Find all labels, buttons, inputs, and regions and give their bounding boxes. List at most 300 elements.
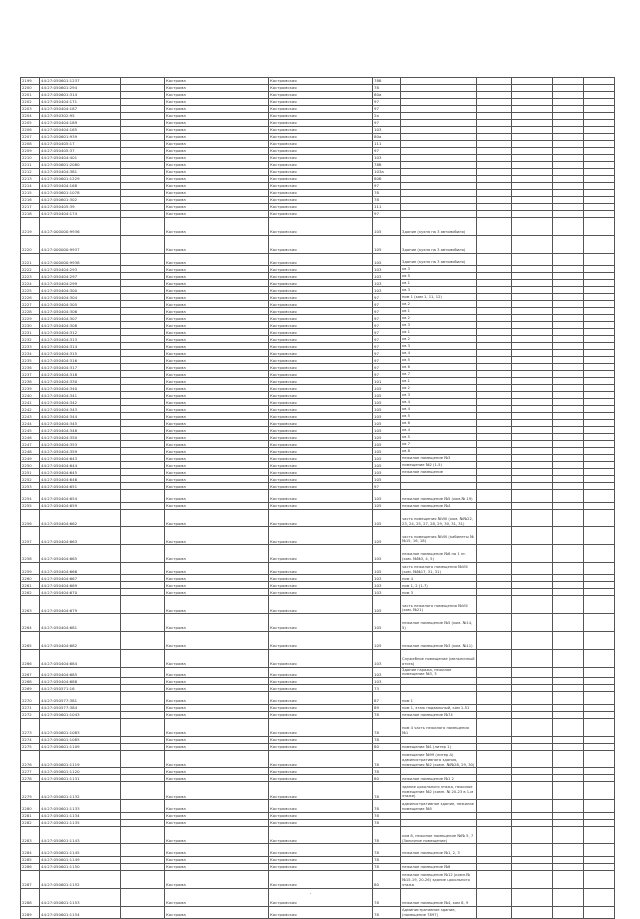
empty-cell	[512, 280, 553, 287]
city-cell: Кострома	[165, 287, 269, 294]
table-row	[21, 812, 615, 819]
city-cell: Кострома	[165, 856, 269, 863]
empty-cell	[584, 434, 615, 441]
empty-cell	[121, 736, 165, 743]
city-cell: Кострома	[165, 378, 269, 385]
row-number-cell: 2263	[21, 596, 40, 614]
empty-cell	[584, 169, 615, 176]
table-row	[21, 575, 615, 582]
row-number-cell: 2209	[21, 148, 40, 155]
city-cell: Кострома	[165, 329, 269, 336]
empty-cell	[512, 476, 553, 483]
empty-cell	[121, 155, 165, 162]
empty-cell	[584, 127, 615, 134]
cadastral-number-cell: 44:27:000000:9938	[40, 253, 121, 266]
cadastral-number-cell: 44:27:050404:304	[40, 294, 121, 301]
empty-cell	[584, 685, 615, 692]
house-number-cell: 78	[373, 711, 401, 718]
empty-cell	[553, 176, 584, 183]
empty-cell	[584, 155, 615, 162]
empty-cell	[121, 455, 165, 462]
empty-cell	[477, 718, 512, 736]
table-row	[21, 826, 615, 844]
empty-cell	[512, 678, 553, 685]
table-row	[21, 462, 615, 469]
empty-cell	[584, 266, 615, 273]
table-row	[21, 750, 615, 768]
empty-cell	[584, 483, 615, 490]
region-cell: Костромская	[269, 589, 373, 596]
row-number-cell: 2264	[21, 614, 40, 632]
empty-cell	[512, 711, 553, 718]
table-row	[21, 273, 615, 280]
empty-cell	[584, 183, 615, 190]
premises-description-cell	[401, 162, 477, 169]
row-number-cell: 2280	[21, 800, 40, 813]
row-number-cell: 2254	[21, 490, 40, 503]
empty-cell	[121, 218, 165, 236]
empty-cell	[477, 190, 512, 197]
house-number-cell: 105	[373, 235, 401, 253]
empty-cell	[553, 906, 584, 919]
cadastral-number-cell: 44:27:050404:669	[40, 582, 121, 589]
city-cell: Кострома	[165, 218, 269, 236]
cadastral-number-cell: 44:27:050404:299	[40, 280, 121, 287]
region-cell: Костромская	[269, 667, 373, 678]
cadastral-number-cell: 44:27:050404:662	[40, 509, 121, 527]
empty-cell	[477, 667, 512, 678]
empty-cell	[553, 800, 584, 813]
premises-description-cell: нежилое помещение №5 (ком. №14, 5)	[401, 614, 477, 632]
premises-description-cell: Служебное помещение (мельничный отсек)	[401, 649, 477, 667]
city-cell: Кострома	[165, 280, 269, 287]
empty-cell	[553, 343, 584, 350]
city-cell: Кострома	[165, 826, 269, 844]
table-row	[21, 155, 615, 162]
empty-cell	[584, 582, 615, 589]
empty-cell	[121, 469, 165, 476]
empty-cell	[477, 211, 512, 218]
region-cell: Костромская	[269, 99, 373, 106]
region-cell: Костромская	[269, 509, 373, 527]
region-cell: Костромская	[269, 392, 373, 399]
city-cell: Кострома	[165, 85, 269, 92]
empty-cell	[584, 308, 615, 315]
empty-cell	[553, 844, 584, 857]
empty-cell	[121, 176, 165, 183]
cadastral-number-cell: 44:27:050404:670	[40, 589, 121, 596]
row-number-cell: 2226	[21, 294, 40, 301]
house-number-cell: 103а	[373, 169, 401, 176]
empty-cell	[477, 575, 512, 582]
table-row	[21, 441, 615, 448]
region-cell: Костромская	[269, 800, 373, 813]
empty-cell	[584, 218, 615, 236]
table-row	[21, 253, 615, 266]
city-cell: Кострома	[165, 235, 269, 253]
region-cell: Костромская	[269, 127, 373, 134]
premises-description-cell: кв 3	[401, 343, 477, 350]
empty-cell	[512, 420, 553, 427]
cadastral-number-cell: 44:27:000000:9936	[40, 218, 121, 236]
row-number-cell: 2201	[21, 92, 40, 99]
table-row	[21, 434, 615, 441]
city-cell: Кострома	[165, 92, 269, 99]
row-number-cell: 2258	[21, 545, 40, 563]
cadastral-number-cell: 44:27:050404:353	[40, 441, 121, 448]
empty-cell	[121, 490, 165, 503]
table-row	[21, 294, 615, 301]
empty-cell	[512, 253, 553, 266]
house-number-cell: 105	[373, 441, 401, 448]
empty-cell	[477, 127, 512, 134]
premises-description-cell: кв 1	[401, 329, 477, 336]
empty-cell	[477, 906, 512, 919]
table-row	[21, 888, 615, 906]
empty-cell	[512, 775, 553, 782]
region-cell: Костромская	[269, 329, 373, 336]
empty-cell	[512, 750, 553, 768]
premises-description-cell: кв 2	[401, 301, 477, 308]
empty-cell	[584, 294, 615, 301]
house-number-cell: 80а	[373, 134, 401, 141]
empty-cell	[512, 99, 553, 106]
table-row	[21, 235, 615, 253]
empty-cell	[584, 420, 615, 427]
empty-cell	[553, 399, 584, 406]
empty-cell	[512, 483, 553, 490]
cadastral-number-cell: 44:27:050601:1229	[40, 176, 121, 183]
city-cell: Кострома	[165, 545, 269, 563]
cadastral-number-cell: 44:27:000000:9937	[40, 235, 121, 253]
cadastral-number-cell: 44:27:050405:39	[40, 204, 121, 211]
empty-cell	[477, 287, 512, 294]
table-row	[21, 469, 615, 476]
empty-cell	[512, 718, 553, 736]
row-number-cell: 2213	[21, 176, 40, 183]
empty-cell	[477, 162, 512, 169]
empty-cell	[512, 870, 553, 888]
table-row	[21, 266, 615, 273]
empty-cell	[553, 667, 584, 678]
region-cell: Костромская	[269, 343, 373, 350]
cadastral-number-cell: 44:27:050404:644	[40, 462, 121, 469]
empty-cell	[584, 509, 615, 527]
row-number-cell: 2241	[21, 399, 40, 406]
house-number-cell: 97	[373, 371, 401, 378]
empty-cell	[512, 545, 553, 563]
house-number-cell: 105	[373, 399, 401, 406]
empty-cell	[477, 483, 512, 490]
region-cell: Костромская	[269, 190, 373, 197]
premises-description-cell: кв 7	[401, 371, 477, 378]
table-row	[21, 392, 615, 399]
house-number-cell: 80а	[373, 92, 401, 99]
city-cell: Кострома	[165, 527, 269, 545]
city-cell: Кострома	[165, 614, 269, 632]
empty-cell	[512, 162, 553, 169]
empty-cell	[553, 413, 584, 420]
row-number-cell: 2251	[21, 469, 40, 476]
table-row	[21, 162, 615, 169]
empty-cell	[584, 667, 615, 678]
region-cell: Костромская	[269, 448, 373, 455]
premises-description-cell: Здание (кухня на 3 автомобиля)	[401, 253, 477, 266]
empty-cell	[512, 469, 553, 476]
house-number-cell: 103	[373, 678, 401, 685]
table-row	[21, 204, 615, 211]
city-cell: Кострома	[165, 469, 269, 476]
city-cell: Кострома	[165, 211, 269, 218]
empty-cell	[512, 863, 553, 870]
region-cell: Костромская	[269, 704, 373, 711]
empty-cell	[553, 685, 584, 692]
cadastral-number-cell: 44:27:050404:305	[40, 301, 121, 308]
empty-cell	[477, 301, 512, 308]
region-cell: Костромская	[269, 649, 373, 667]
premises-description-cell: кв 2	[401, 315, 477, 322]
cadastral-number-cell: 44:27:050404:297	[40, 273, 121, 280]
empty-cell	[512, 169, 553, 176]
empty-cell	[553, 775, 584, 782]
city-cell: Кострома	[165, 490, 269, 503]
table-row	[21, 113, 615, 120]
empty-cell	[584, 280, 615, 287]
premises-description-cell: помещение №99 (литер А) административного здания, помещения №2 (комн. №№28, 29, 30)	[401, 750, 477, 768]
cadastral-number-cell: 44:27:050404:171	[40, 99, 121, 106]
empty-cell	[121, 364, 165, 371]
row-number-cell: 2220	[21, 235, 40, 253]
premises-description-cell	[401, 183, 477, 190]
premises-description-cell: пом 1, этаж подвальный, ком 1-51	[401, 704, 477, 711]
premises-description-cell	[401, 204, 477, 211]
empty-cell	[512, 800, 553, 813]
house-number-cell: 105	[373, 469, 401, 476]
empty-cell	[512, 427, 553, 434]
table-row	[21, 99, 615, 106]
empty-cell	[584, 476, 615, 483]
empty-cell	[512, 509, 553, 527]
empty-cell	[584, 364, 615, 371]
house-number-cell: 101	[373, 378, 401, 385]
empty-cell	[512, 357, 553, 364]
table-row	[21, 315, 615, 322]
premises-description-cell: кв 6	[401, 364, 477, 371]
city-cell: Кострома	[165, 476, 269, 483]
empty-cell	[584, 301, 615, 308]
cadastral-number-cell: 44:27:050404:645	[40, 469, 121, 476]
city-cell: Кострома	[165, 134, 269, 141]
row-number-cell: 2238	[21, 378, 40, 385]
house-number-cell: 80	[373, 775, 401, 782]
empty-cell	[477, 750, 512, 768]
empty-cell	[512, 308, 553, 315]
empty-cell	[584, 113, 615, 120]
premises-description-cell: кв 7	[401, 441, 477, 448]
empty-cell	[121, 183, 165, 190]
city-cell: Кострома	[165, 589, 269, 596]
table-row	[21, 711, 615, 718]
empty-cell	[512, 211, 553, 218]
cadastral-number-cell: 44:27:050601:1085	[40, 736, 121, 743]
empty-cell	[477, 399, 512, 406]
cadastral-number-cell: 44:27:050404:681	[40, 614, 121, 632]
house-number-cell: 97	[373, 322, 401, 329]
house-number-cell: 78	[373, 782, 401, 800]
empty-cell	[553, 385, 584, 392]
empty-cell	[584, 413, 615, 420]
region-cell: Костромская	[269, 582, 373, 589]
empty-cell	[477, 357, 512, 364]
city-cell: Кострома	[165, 99, 269, 106]
empty-cell	[121, 148, 165, 155]
region-cell: Костромская	[269, 455, 373, 462]
empty-cell	[553, 78, 584, 85]
region-cell: Костромская	[269, 197, 373, 204]
cadastral-number-cell: 44:27:050601:314	[40, 92, 121, 99]
empty-cell	[121, 235, 165, 253]
empty-cell	[477, 812, 512, 819]
table-row	[21, 775, 615, 782]
city-cell: Кострома	[165, 692, 269, 705]
house-number-cell: 97	[373, 99, 401, 106]
empty-cell	[121, 294, 165, 301]
house-number-cell: 105	[373, 253, 401, 266]
empty-cell	[553, 273, 584, 280]
empty-cell	[121, 169, 165, 176]
empty-cell	[553, 183, 584, 190]
cadastral-number-cell: 44:27:050601:1119	[40, 750, 121, 768]
city-cell: Кострома	[165, 78, 269, 85]
empty-cell	[121, 434, 165, 441]
empty-cell	[121, 127, 165, 134]
house-number-cell: 78	[373, 819, 401, 826]
row-number-cell: 2253	[21, 483, 40, 490]
empty-cell	[477, 490, 512, 503]
empty-cell	[512, 582, 553, 589]
empty-cell	[512, 343, 553, 350]
premises-description-cell	[401, 169, 477, 176]
empty-cell	[584, 197, 615, 204]
row-number-cell: 2260	[21, 575, 40, 582]
premises-description-cell: кв 2	[401, 336, 477, 343]
region-cell: Костромская	[269, 120, 373, 127]
house-number-cell: 103	[373, 127, 401, 134]
house-number-cell: 80	[373, 743, 401, 750]
premises-description-cell: пом 4 часть нежилого помещения №1	[401, 718, 477, 736]
premises-description-cell: нежилое помещение №6	[401, 863, 477, 870]
empty-cell	[553, 99, 584, 106]
empty-cell	[553, 743, 584, 750]
cadastral-number-cell: 44:27:050404:682	[40, 632, 121, 650]
empty-cell	[584, 120, 615, 127]
empty-cell	[477, 441, 512, 448]
house-number-cell: 80	[373, 870, 401, 888]
empty-cell	[477, 888, 512, 906]
cadastral-number-cell: 44:27:050404:688	[40, 678, 121, 685]
row-number-cell: 2210	[21, 155, 40, 162]
empty-cell	[584, 336, 615, 343]
cadastral-number-cell: 44:27:050405:37	[40, 148, 121, 155]
empty-cell	[584, 575, 615, 582]
cadastral-number-cell: 44:27:050404:308	[40, 322, 121, 329]
empty-cell	[477, 863, 512, 870]
empty-cell	[477, 476, 512, 483]
empty-cell	[584, 287, 615, 294]
region-cell: Костромская	[269, 490, 373, 503]
empty-cell	[477, 649, 512, 667]
house-number-cell: 97	[373, 357, 401, 364]
row-number-cell: 2237	[21, 371, 40, 378]
empty-cell	[553, 678, 584, 685]
empty-cell	[584, 469, 615, 476]
empty-cell	[584, 736, 615, 743]
empty-cell	[121, 106, 165, 113]
empty-cell	[121, 589, 165, 596]
empty-cell	[512, 649, 553, 667]
table-row	[21, 685, 615, 692]
house-number-cell: 97	[373, 315, 401, 322]
empty-cell	[121, 768, 165, 775]
table-row	[21, 906, 615, 919]
empty-cell	[121, 301, 165, 308]
region-cell: Костромская	[269, 253, 373, 266]
house-number-cell: 105	[373, 614, 401, 632]
cadastral-number-cell: 44:27:050404:174	[40, 211, 121, 218]
region-cell: Костромская	[269, 350, 373, 357]
empty-cell	[121, 502, 165, 509]
empty-cell	[512, 294, 553, 301]
region-cell: Костромская	[269, 280, 373, 287]
row-number-cell: 2218	[21, 211, 40, 218]
empty-cell	[512, 462, 553, 469]
empty-cell	[477, 704, 512, 711]
table-row	[21, 218, 615, 236]
row-number-cell: 2207	[21, 134, 40, 141]
table-row	[21, 78, 615, 85]
row-number-cell: 2206	[21, 127, 40, 134]
house-number-cell: 97	[373, 120, 401, 127]
row-number-cell: 2259	[21, 562, 40, 575]
empty-cell	[584, 812, 615, 819]
city-cell: Кострома	[165, 685, 269, 692]
premises-description-cell: нежилое помещение №12 (комн.№ №15-19, 20-26) здание цокольного этажа	[401, 870, 477, 888]
empty-cell	[121, 197, 165, 204]
table-row	[21, 287, 615, 294]
region-cell: Костромская	[269, 92, 373, 99]
region-cell: Костромская	[269, 211, 373, 218]
premises-description-cell: нежилое помещение №6 на 1 эт. (ком. №№3, 4, 5)	[401, 545, 477, 563]
empty-cell	[553, 141, 584, 148]
empty-cell	[477, 350, 512, 357]
empty-cell	[553, 711, 584, 718]
empty-cell	[584, 614, 615, 632]
house-number-cell: 80б	[373, 176, 401, 183]
cadastral-number-cell: 44:27:050404:165	[40, 127, 121, 134]
region-cell: Костромская	[269, 614, 373, 632]
empty-cell	[553, 329, 584, 336]
empty-cell	[512, 315, 553, 322]
region-cell: Костромская	[269, 301, 373, 308]
row-number-cell: 2223	[21, 273, 40, 280]
table-row	[21, 336, 615, 343]
empty-cell	[512, 113, 553, 120]
empty-cell	[477, 315, 512, 322]
table-row	[21, 768, 615, 775]
empty-cell	[553, 235, 584, 253]
house-number-cell: 97	[373, 211, 401, 218]
table-row	[21, 704, 615, 711]
